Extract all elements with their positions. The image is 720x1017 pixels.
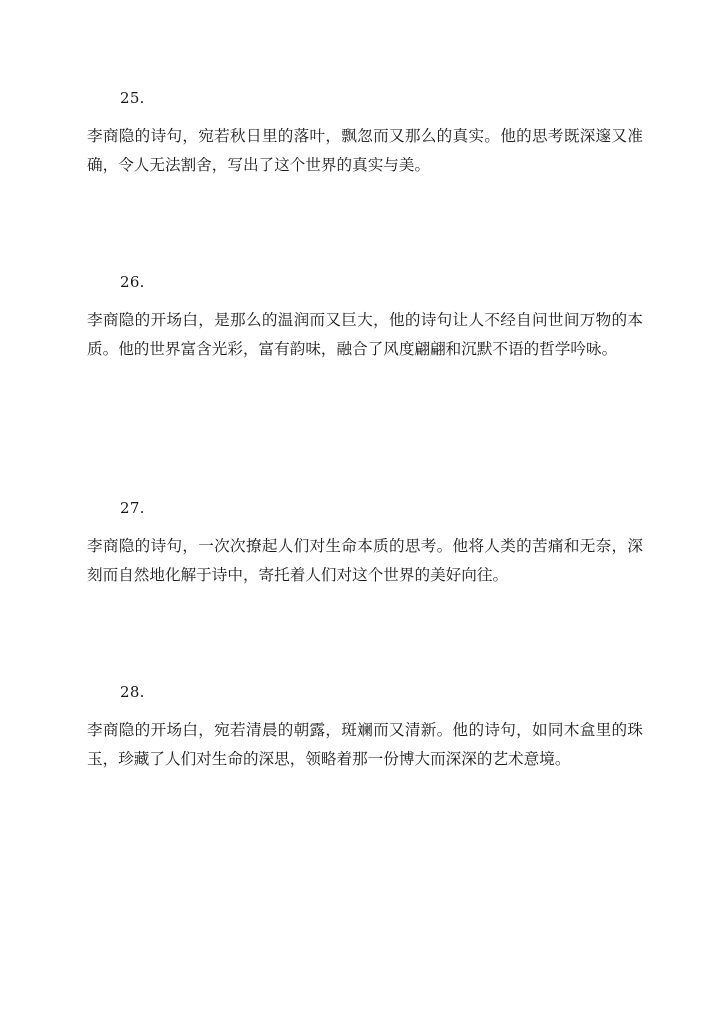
entry-number: 26. xyxy=(120,273,145,291)
entry-paragraph: 李商隐的诗句，宛若秋日里的落叶，飘忽而又那么的真实。他的思考既深邃又准确，令人无法割舍，写出了这个世界的真实与美。 xyxy=(87,127,643,174)
entry-paragraph: 李商隐的诗句，一次次撩起人们对生命本质的思考。他将人类的苦痛和无奈，深刻而自然地化解于诗中，寄托着人们对这个世界的美好向往。 xyxy=(87,537,643,584)
entry-paragraph: 李商隐的开场白，是那么的温润而又巨大，他的诗句让人不经自问世间万物的本质。他的世界富含光彩，富有韵味，融合了风度翩翩和沉默不语的哲学吟咏。 xyxy=(87,311,643,358)
entry-28 xyxy=(87,682,643,774)
entry-paragraph: 李商隐的开场白，宛若清晨的朝露，斑斓而又清新。他的诗句，如同木盒里的珠玉，珍藏了人们对生命的深思，领略着那一份博大而深深的艺术意境。 xyxy=(87,721,643,768)
entry-number: 28. xyxy=(120,683,145,701)
entry-number: 27. xyxy=(120,499,145,517)
entry-number: 25. xyxy=(120,89,145,107)
entry-25 xyxy=(87,88,643,180)
entry-26 xyxy=(87,272,643,364)
entry-27 xyxy=(87,498,643,590)
